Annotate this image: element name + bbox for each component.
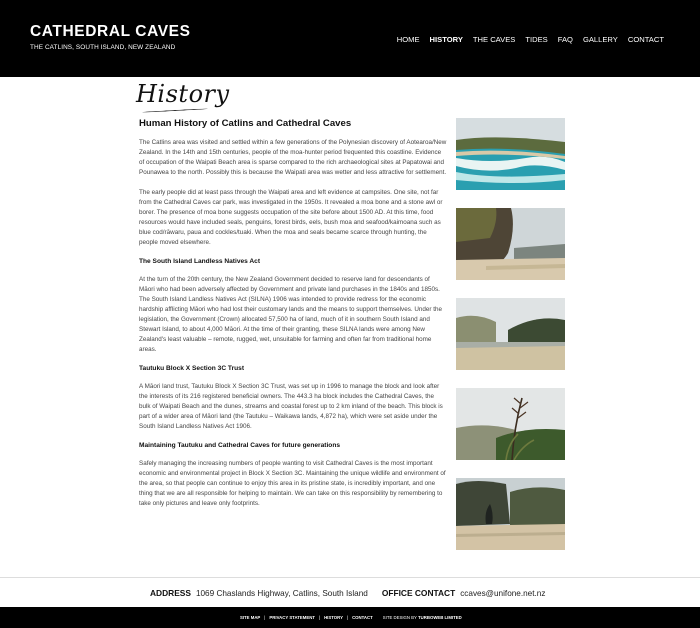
page-script-title: History xyxy=(136,80,230,108)
contact-bar xyxy=(0,577,700,608)
nav-home[interactable]: HOME xyxy=(396,35,420,44)
site-footer xyxy=(0,607,700,628)
nav-tides[interactable]: TIDES xyxy=(525,35,548,44)
footer-separator: | xyxy=(346,615,349,620)
main-content xyxy=(139,118,447,519)
design-prefix: SITE DESIGN BY xyxy=(382,615,417,620)
footer-link-site-map[interactable]: SITE MAP xyxy=(240,615,261,620)
section-heading-trust: Tautuku Block X Section 3C Trust xyxy=(139,365,245,372)
nav-faq[interactable]: FAQ xyxy=(557,35,573,44)
nav-the-caves[interactable]: THE CAVES xyxy=(472,35,516,44)
section-text-trust: A Māori land trust, Tautuku Block X Section 3C Trust, was set up in 1996 to manage the block and look after the interests of its 216 registered beneficial owners. The 443.3 ha block includes the Cathedral Caves, the bulk of Waipati Beach and the dunes, streams and coastal forest up to 2 km inland of the beach. This block is part of a wider area of Māori land (the Tautuku – Waikawa lands, 4,872 ha), which were set aside under the South Island Landless Natives Act 1906. xyxy=(139,383,443,430)
flax-plant-photo xyxy=(456,388,565,460)
photo-column xyxy=(456,118,565,568)
brand[interactable] xyxy=(30,23,191,51)
site-subtitle: THE CATLINS, SOUTH ISLAND, NEW ZEALAND xyxy=(30,44,176,51)
title-underline xyxy=(142,108,208,112)
coastal-beach-aerial-photo xyxy=(456,118,565,190)
footer-link-contact[interactable]: CONTACT xyxy=(352,615,373,620)
footer-separator: | xyxy=(264,615,266,620)
contact-details xyxy=(150,588,559,598)
address-label: ADDRESS xyxy=(150,588,191,598)
footer-separator: | xyxy=(318,615,321,620)
site-title[interactable]: CATHEDRAL CAVES xyxy=(30,23,191,40)
site-design-credit xyxy=(383,615,462,620)
section-text-maintaining: Safely managing the increasing numbers of people wanting to visit Cathedral Caves is the most important economic and environmental project in Block X Section 3C. Maintaining the unique wildlife and environment of the area, so that people can continue to enjoy this area in its pristine state, is incredibly important, and one thing that we are all responsible for helping to maintain. We can take on this responsibility by remembering to take only pictures and leave only footprints. xyxy=(139,460,446,507)
address-value: 1069 Chaslands Highway, Catlins, South Island xyxy=(195,589,368,598)
main-nav xyxy=(397,35,664,44)
cliff-beach-photo xyxy=(456,208,565,280)
designer-link[interactable]: TURBOWEB LIMITED xyxy=(418,615,462,620)
intro-paragraph-2: The early people did at least pass through the Waipati area and left evidence at campsites. One site, not far from the Cathedral Caves car park, was investigated in the 1950s. It revealed a moa bone and a stone awl or borer. The presence of moa bone suggests occupation of the site before about 1500 AD. At this time, food resources would have included seals, penguins, forest birds, eels, bush moa and seafood/kaimoana such as blue cod/rāwaru, paua and cockles/tuaki. When the moa and seals became scarce through hunting, the people moved elsewhere. xyxy=(139,189,443,246)
section-heading-maintaining: Maintaining Tautuku and Cathedral Caves for future generations xyxy=(139,442,341,449)
cave-cliffs-photo xyxy=(456,478,565,550)
headland-beach-photo xyxy=(456,298,565,370)
office-contact-label: OFFICE CONTACT xyxy=(381,588,456,598)
nav-history[interactable]: HISTORY xyxy=(429,35,463,44)
footer-link-privacy[interactable]: PRIVACY STATEMENT xyxy=(269,615,315,620)
nav-contact[interactable]: CONTACT xyxy=(627,35,664,44)
section-text-silna: At the turn of the 20th century, the New Zealand Government decided to reserve land for descendants of Māori who had been adversely affected by Government and private land purchases in the 1840s and 1850s. The South Island Landless Natives Act (SILNA) 1906 was intended to provide redress for the economic hardship afflicting Māori who had lost their customary lands and the means to support themselves. Under the legislation, the Government (Crown) allocated 57,500 ha of land, much of it in southern South Island and Stewart Island, to about 4,000 Māori. At the time of their granting, these SILNA lands were among New Zealand's least valuable – remote, rugged, wet, unsuitable for farming and often far from traditional home areas. xyxy=(139,276,442,353)
section-heading-silna: The South Island Landless Natives Act xyxy=(139,258,261,265)
nav-gallery[interactable]: GALLERY xyxy=(582,35,618,44)
footer-links xyxy=(240,615,462,620)
site-header xyxy=(0,0,700,77)
office-email-link[interactable]: ccaves@unifone.net.nz xyxy=(460,589,546,598)
footer-link-history[interactable]: HISTORY xyxy=(324,615,343,620)
intro-paragraph-1: The Catlins area was visited and settled within a few generations of the Polynesian discovery of Aotearoa/New Zealand. In the 14th and 15th centuries, people of the moa-hunter period frequented this coastline. Evidence of occupation of the Waipati Beach area is sparse compared to the rich archaeological sites at Papatowai and Pounawea to the north. Possibly this is because the Waipati area was wetter and less attractive for settlement. xyxy=(139,139,447,176)
page-heading: Human History of Catlins and Cathedral Caves xyxy=(139,118,352,129)
